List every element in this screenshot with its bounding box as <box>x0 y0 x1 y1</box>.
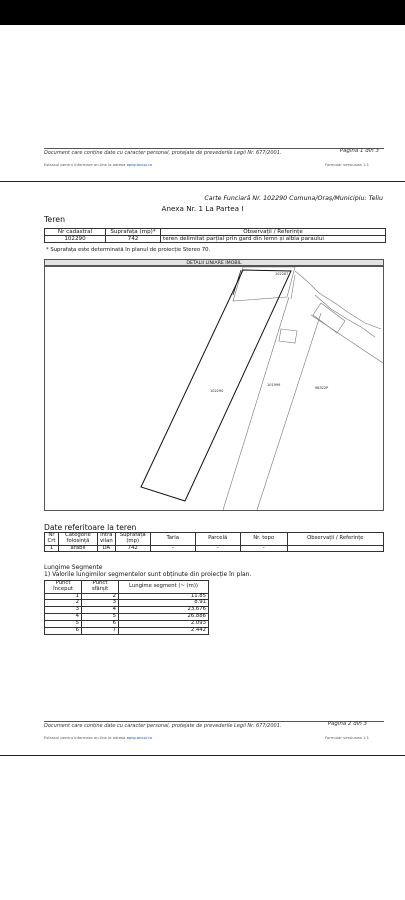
segment-cell: 1 <box>45 593 82 600</box>
segment-cell: 3 <box>45 607 82 614</box>
segment-cell: 5 <box>82 614 119 621</box>
page2-info: Estrasul pentru informare on-line la adresa epay.ancpi.ro <box>44 735 152 740</box>
neighbor-boundary <box>315 295 375 337</box>
page2-disclaimer: Document care conține date cu caracter personal, protejate de prevederile Legii Nr. 677/2001. <box>44 723 282 729</box>
page2-info-link[interactable]: epay.ancpi.ro <box>126 735 152 740</box>
lungime-note: 1) Valorile lungimilor segmentelor sunt obținute din proiecție în plan. <box>44 571 252 578</box>
teren-cell: 102290 <box>45 236 106 243</box>
date-ref-header-cell: Tarla <box>150 533 195 546</box>
top-black-bar <box>0 0 405 25</box>
plan-line <box>311 315 383 363</box>
cadastral-plan <box>44 266 384 511</box>
page1-info-link[interactable]: epay.ancpi.ro <box>126 162 152 167</box>
segment-cell: 2 <box>82 593 119 600</box>
plan-line <box>223 297 289 510</box>
lungime-heading: Lungime Segmente <box>44 564 103 571</box>
plan-header: DETALII LINIARE IMOBIL <box>44 259 384 266</box>
date-ref-cell: arabil <box>59 545 98 552</box>
parcel-label-top: 102287 <box>275 272 289 276</box>
page1-bottom-border <box>0 181 405 182</box>
teren-table <box>44 228 386 243</box>
date-ref-heading: Date referitoare la teren <box>44 523 137 532</box>
parcel-label-mid: 101999 <box>267 383 281 387</box>
date-ref-cell: DA <box>98 545 116 552</box>
segment-cell: 2.442 <box>119 627 209 634</box>
date-ref-cell: - <box>240 545 287 552</box>
parcel-label-main: 102290 <box>210 389 224 393</box>
segment-cell: 7 <box>82 627 119 634</box>
segment-cell: 23.676 <box>119 607 209 614</box>
segment-cell: 3 <box>82 600 119 607</box>
date-ref-header-cell: Suprafața (mp) <box>115 533 150 546</box>
teren-cell: 742 <box>106 236 161 243</box>
segment-cell: 8.91 <box>119 600 209 607</box>
neighbor-building <box>279 329 297 343</box>
date-ref-cell: - <box>195 545 240 552</box>
table-row <box>45 614 209 621</box>
segment-header-cell: Punct început <box>45 581 82 594</box>
teren-header-cell: Nr cadastral <box>45 229 106 236</box>
page1-disclaimer: Document care conține date cu caracter personal, protejate de prevederile Legii Nr. 677/2001. <box>44 150 282 156</box>
segment-cell: 26.886 <box>119 614 209 621</box>
page1-footer-rule <box>44 148 384 149</box>
date-ref-header-cell: Intra vilan <box>98 533 116 546</box>
segment-cell: 6 <box>82 620 119 627</box>
date-ref-cell: 1 <box>45 545 59 552</box>
segment-cell: 2 <box>45 600 82 607</box>
segment-cell: 6 <box>45 627 82 634</box>
date-ref-table <box>44 532 384 552</box>
page2-page-label: Pagina 2 din 3 <box>327 721 367 727</box>
date-ref-header-cell: Nr. topo <box>240 533 287 546</box>
plan-drawing <box>45 267 383 510</box>
date-ref-cell <box>287 545 383 552</box>
segment-cell: 11.85 <box>119 593 209 600</box>
parcel-label-right: 98322P <box>315 386 329 390</box>
page2-form-version: Formular versiunea 1.1 <box>324 735 369 740</box>
segment-cell: 5 <box>45 620 82 627</box>
neighbor-boundary <box>295 271 381 329</box>
table-row <box>45 607 209 614</box>
date-ref-cell: 742 <box>115 545 150 552</box>
page2-bottom-border <box>0 755 405 756</box>
page1-info: Estrasul pentru informare on-line la adresa epay.ancpi.ro <box>44 162 152 167</box>
table-row <box>45 620 209 627</box>
teren-heading: Teren <box>44 215 66 224</box>
date-ref-header-cell: Parcelă <box>195 533 240 546</box>
table-row <box>45 627 209 634</box>
page1-page-label: Pagina 1 din 3 <box>339 148 379 154</box>
table-row <box>45 593 209 600</box>
carte-funciara-title: Carte Funciară Nr. 102290 Comuna/Oraș/Municipiu: Teliu <box>204 195 383 202</box>
teren-header-cell: Observații / Referințe <box>161 229 386 236</box>
segment-table <box>44 580 209 635</box>
teren-note: * Suprafața este determinată în planul de proiecție Stereo 70. <box>46 247 211 253</box>
segment-cell: 2.093 <box>119 620 209 627</box>
teren-header-cell: Suprafața (mp)* <box>106 229 161 236</box>
plan-line <box>233 270 241 295</box>
segment-cell: 4 <box>45 614 82 621</box>
date-ref-cell: - <box>150 545 195 552</box>
table-row <box>45 600 209 607</box>
date-ref-header-cell: Nr Crt <box>45 533 59 546</box>
date-ref-header-cell: Observații / Referințe <box>287 533 383 546</box>
page1-form-version: Formular versiunea 1.1 <box>324 162 369 167</box>
segment-header-cell: Punct sfârșit <box>82 581 119 594</box>
teren-cell: teren delimitat parțial prin gard din lemn și albia paraului <box>161 236 386 243</box>
segment-cell: 4 <box>82 607 119 614</box>
date-ref-header-cell: Categorie folosință <box>59 533 98 546</box>
anexa-title: Anexa Nr. 1 La Partea I <box>161 204 244 213</box>
segment-header-cell: Lungime segment (~ (m)) <box>119 581 209 594</box>
